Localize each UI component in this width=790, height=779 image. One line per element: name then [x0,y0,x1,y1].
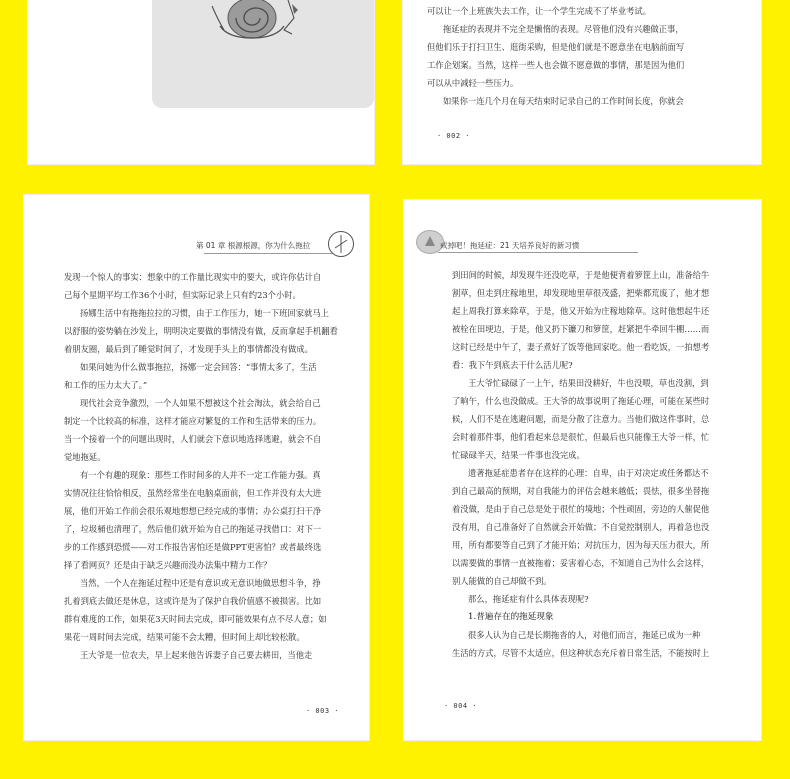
header-rule [204,253,344,254]
page-004-body [452,266,744,662]
text-line: 拖延症的表现并不完全是懒惰的表现。尽管他们没有兴趣做正事， [443,24,684,34]
text-line: 着没做，是由于自己总是处于很忙的境地；个性顽固，旁边的人催促他 [452,504,710,514]
text-line: 王大爷忙碌碌了一上午，结果田没耕好，牛也没喂，草也没割，到 [468,378,709,388]
text-line: 果花一周时间去完成，结果可能不会太糟，但时间上却比较松散。 [64,632,305,642]
text-line: 当一个接着一个的问题出现时，人们就会下意识地选择逃避，就会不自 [64,434,322,444]
text-line: 到自己最高的预期，对自我能力的评估会越来越低；畏怯，很多坐替拖 [452,486,710,496]
page-001-bottom [28,0,374,164]
text-line: 以需要做的事情一直被拖着；妥害着心态，不知道自己为什么会这样， [452,558,710,568]
snail-illustration-icon [208,0,318,60]
text-line: 以舒服的姿势躺在沙发上，明明决定要做的事情没有做，反而拿起手机翻看 [64,326,338,336]
text-line: 忙碌碌半天，结果一件事也没完成。 [452,450,585,460]
text-line: 扬娜生活中有拖拖拉拉的习惯，由于工作压力，她一下班回家就马上 [80,308,329,318]
text-line: 现代社会竞争激烈，一个人如果不想被这个社会淘汰，就会给自己 [80,398,321,408]
text-line: 别人能做的自己却做不到。 [452,576,552,586]
text-line: 了晌午，什么也没做成。王大爷的故事说明了拖延心理，可能在某些时 [452,396,710,406]
chapter-ornament-icon [328,231,354,257]
page-004 [404,200,761,740]
page-number: · 004 · [444,702,478,710]
running-header: 戒掉吧！拖延症：21 天培养良好的新习惯 [440,241,580,250]
text-line: 步的工作感到恐慌——对工作报告害怕还是做PPT更害怕？或者最终选 [64,542,322,552]
text-line: 工作企划案。当然，这样一些人也会做不愿意做的事情，那是因为他们 [427,60,685,70]
text-line: 生活的方式，尽管不太适应，但这种状态充斥着日常生活，不能按时上 [452,648,710,658]
page-003-body [64,268,354,664]
illustration-panel [152,0,374,108]
text-line: 王大爷是一位农夫，早上起来他告诉妻子自己要去耕田，当他走 [80,650,313,660]
text-line: 了，垃圾桶也清理了，然后他们就开始为自己的拖延寻找借口：对下一 [64,524,322,534]
header-rule [438,252,638,253]
page-number: · 003 · [306,707,340,715]
text-line: 群有难度的工作，如果花3天时间去完成，即可能效果有点不尽人意；如 [64,614,327,624]
section-heading: 1.普遍存在的拖延现象 [468,612,554,622]
running-header: 第 01 章 根源根源，你为什么拖拉 [196,241,311,250]
page-number: · 002 · [437,132,471,140]
text-line: 候，人们不是在逃避问题，而是分散了注意力。当他们做这件事时，总 [452,414,710,424]
text-line: 看：我下午到底去干什么活儿呢? [452,360,573,370]
text-line: 如果问她为什么做事拖拉，扬娜一定会回答：“事情太多了，生活 [80,362,317,372]
text-line: 有一个有趣的现象：那些工作时间多的人并不一定工作能力强。真 [80,470,321,480]
text-line: 着朋友圈，最后到了睡觉时间了，才发现手头上的事情都没有做成。 [64,344,313,354]
page-002-body [427,2,745,110]
text-line: 起上周我打算来除草，于是，他又开始为庄稼地除草。这时他想起牛还 [452,306,710,316]
text-line: 当然，一个人在拖延过程中还是有意识或无意识地做思想斗争，挣 [80,578,321,588]
text-line: 到田间的时候，却发现牛还没吃草，于是他便背着箩筐上山，准备给牛 [452,270,710,280]
text-line: 发现一个惊人的事实：想象中的工作量比现实中的要大，或许你估计自 [64,272,322,282]
text-line: 可以让一个上班族失去工作，让一个学生完成不了毕业考试。 [427,6,652,16]
text-line: 实情况往往恰恰相反，虽然经常坐在电脑桌面前，但工作并没有太大进 [64,488,322,498]
text-line: 己每个星期平均工作36个小时，但实际记录上只有约23个小时。 [64,290,301,300]
text-line: 没有用，自己准备好了自然就会开始做；不自觉控制别人，再着急也没 [452,522,710,532]
text-line: 那么，拖延症有什么具体表现呢? [468,594,589,604]
text-line: 可以从中减轻一些压力。 [427,78,519,88]
text-line: 如果你一连几个月在每天结束时记录自己的工作时间长度，你就会 [443,96,684,106]
text-line: 割草，但走到庄稼地里，却发现地里草很茂盛，把柴都荒废了，他才想 [452,288,710,298]
text-line: 遗著拖延症患者存在这样的心理：自卑，由于对决定或任务都达不 [468,468,709,478]
text-line: 扎着到底去做还是休息，这或许是为了保护自我价值感不被损害。比如 [64,596,322,606]
text-line: 展，他们开始工作前会很乐观地想想已经完成的事情；办公桌打扫干净 [64,506,322,516]
text-line: 很多人认为自己是长期拖沓的人，对他们而言，拖延已成为一种 [468,630,701,640]
text-line: 被栓在田埂边，于是，他又扔下镰刀和箩筐，赶紧把牛牵回牛棚……而 [452,324,710,334]
text-line: 制定一个比较高的标准，这样才能应对繁复的工作和生活带来的压力。 [64,416,322,426]
text-line: 觉地拖延。 [64,452,106,462]
text-line: 用，所有都要等自己到了才能开始；对抗压力，因为每天压力很大，所 [452,540,710,550]
page-003 [24,195,369,740]
text-line: 和工作的压力太大了。” [64,380,148,390]
text-line: 这时已经是中午了，妻子煮好了饭等他回家吃。他一看吃饭，一拍想考 [452,342,710,352]
text-line: 会时着那件事，他们看起来总是很忙，但最后也只能像王大爷一样，忙 [452,432,710,442]
page-002 [403,0,761,164]
text-line: 但他们乐于打扫卫生、逛街采购，但是他们就是不愿意坐在电脑前面写 [427,42,685,52]
text-line: 择了看网页？还是由于缺乏兴趣而没办法集中精力工作？ [64,560,272,570]
